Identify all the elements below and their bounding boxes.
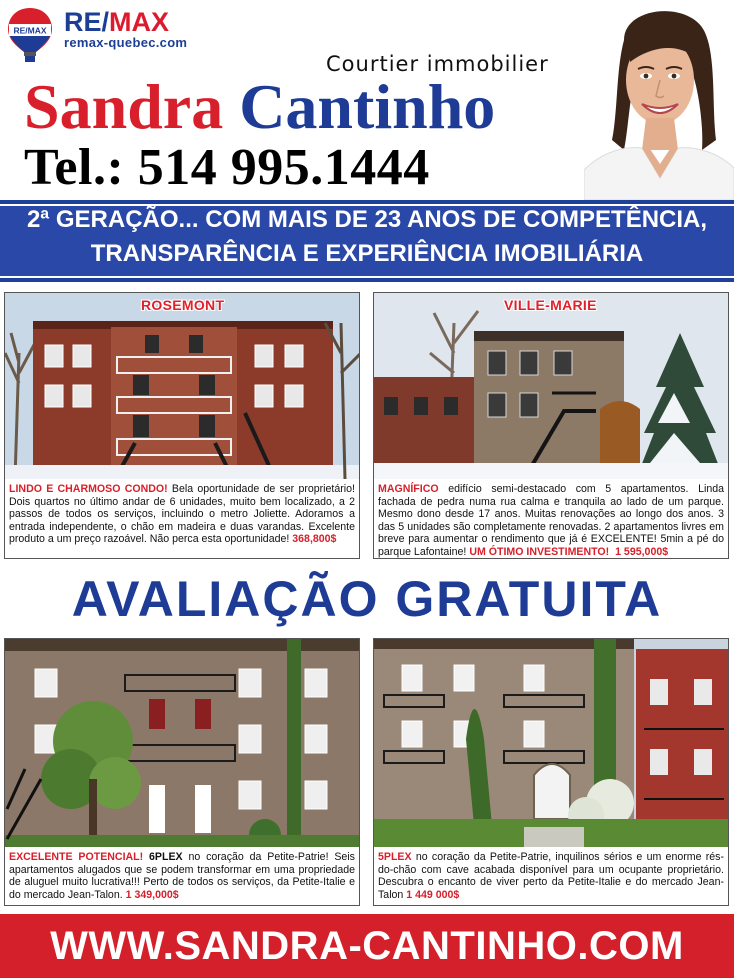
listing-headline: MAGNÍFICO — [378, 483, 439, 495]
tagline-banner — [0, 200, 734, 282]
phone-number[interactable]: 514 995.1444 — [137, 139, 430, 196]
phone[interactable] — [24, 138, 430, 198]
listing-price: 1 449 000$ — [406, 888, 460, 901]
listing-price: 368,800$ — [292, 533, 337, 546]
listing-photo — [374, 293, 729, 479]
tagline-line-2: TRANSPARÊNCIA E EXPERIÊNCIA IMOBILIÁRIA — [90, 240, 644, 267]
phone-label: Tel.: — [24, 139, 125, 196]
listing-photo — [5, 293, 360, 479]
listing-card-6plex[interactable] — [4, 638, 360, 906]
listing-photo — [374, 639, 729, 847]
agent-last-name: Cantinho — [239, 71, 496, 142]
footer — [0, 914, 734, 978]
website-link[interactable]: remax-quebec.com — [64, 35, 188, 50]
listing-description — [9, 483, 355, 546]
balloon-label: RE/MAX — [13, 25, 47, 36]
job-title: Courtier immobilier — [326, 52, 549, 76]
agent-name — [24, 70, 495, 144]
brand-re: RE — [64, 7, 102, 37]
listing-headline: 5PLEX — [378, 851, 412, 863]
listing-price: 1 595,000$ — [615, 545, 669, 558]
listing-body: no coração da Petite-Patrie, inquilinos sérios e um enorme rés-do-chão com cave acabada disponível para um ocupante proprietário. Descubra o encanto de viver perto da Petite-Italie e do mercado Jean-Talon — [378, 851, 724, 901]
footer-website-link[interactable]: WWW.SANDRA-CANTINHO.COM — [50, 924, 684, 968]
listing-photo — [5, 639, 360, 847]
header — [0, 0, 734, 200]
listing-card-rosemont[interactable] — [4, 292, 360, 559]
listing-body: no coração da Petite-Patrie! Seis apartamentos alugados que se podem transformar em uma propriedade de aluguel muito lucrativa!!! Perto de todos os serviços, da Petite-Italie e do mercado Jean-Talon. — [9, 851, 355, 901]
tagline-line-1: 2ª GERAÇÃO... COM MAIS DE 23 ANOS DE COMPETÊNCIA, — [26, 206, 708, 233]
listing-card-ville-marie[interactable] — [373, 292, 729, 559]
listing-headline: LINDO E CHARMOSO CONDO! — [9, 483, 168, 495]
remax-wordmark — [64, 8, 187, 36]
listing-headline-type: 6PLEX — [143, 851, 183, 863]
listing-highlight: UM ÓTIMO INVESTIMENTO! — [469, 545, 610, 558]
listing-area-label: ROSEMONT — [141, 297, 225, 313]
agent-first-name: Sandra — [24, 71, 224, 142]
brand-slash: / — [101, 7, 110, 37]
listing-price: 1 349,000$ — [125, 888, 179, 901]
brand-max: MAX — [109, 7, 170, 37]
remax-logo — [64, 8, 187, 50]
agent-portrait — [584, 0, 734, 200]
listing-area-label: VILLE-MARIE — [504, 297, 597, 313]
listing-body: edifício semi-destacado com 5 apartamentos. Linda fachada de pedra numa rua calma e tranquila ao lado de um parque. Mesmo dono desde 17 anos. Muitas renovações ao longo dos anos. 3 das 5 unidades são completamente renovadas. 2 apartamentos livres em breve para aumentar o rendimento que já é EXCELENTE! 5min a pé do parque Lafontaine! — [378, 483, 724, 558]
free-evaluation-title: AVALIAÇÃO GRATUITA — [71, 571, 663, 627]
listing-description — [378, 483, 724, 559]
remax-balloon-logo — [6, 6, 54, 64]
listing-body: Bela oportunidade de ser proprietário! Dois quartos no último andar de 6 unidades, muito bem localizado, a 2 passos de todos os serviços, incluindo o metro Joliette. Adoramos a entrada independente, o chão em madeira e duas varandas. Excelente produto a um preço razoável. Não perca esta oportunidade! — [9, 483, 355, 546]
listing-headline: EXCELENTE POTENCIAL! — [9, 851, 144, 863]
listing-description — [9, 851, 355, 901]
listing-card-5plex[interactable] — [373, 638, 729, 906]
listing-description — [378, 851, 724, 901]
